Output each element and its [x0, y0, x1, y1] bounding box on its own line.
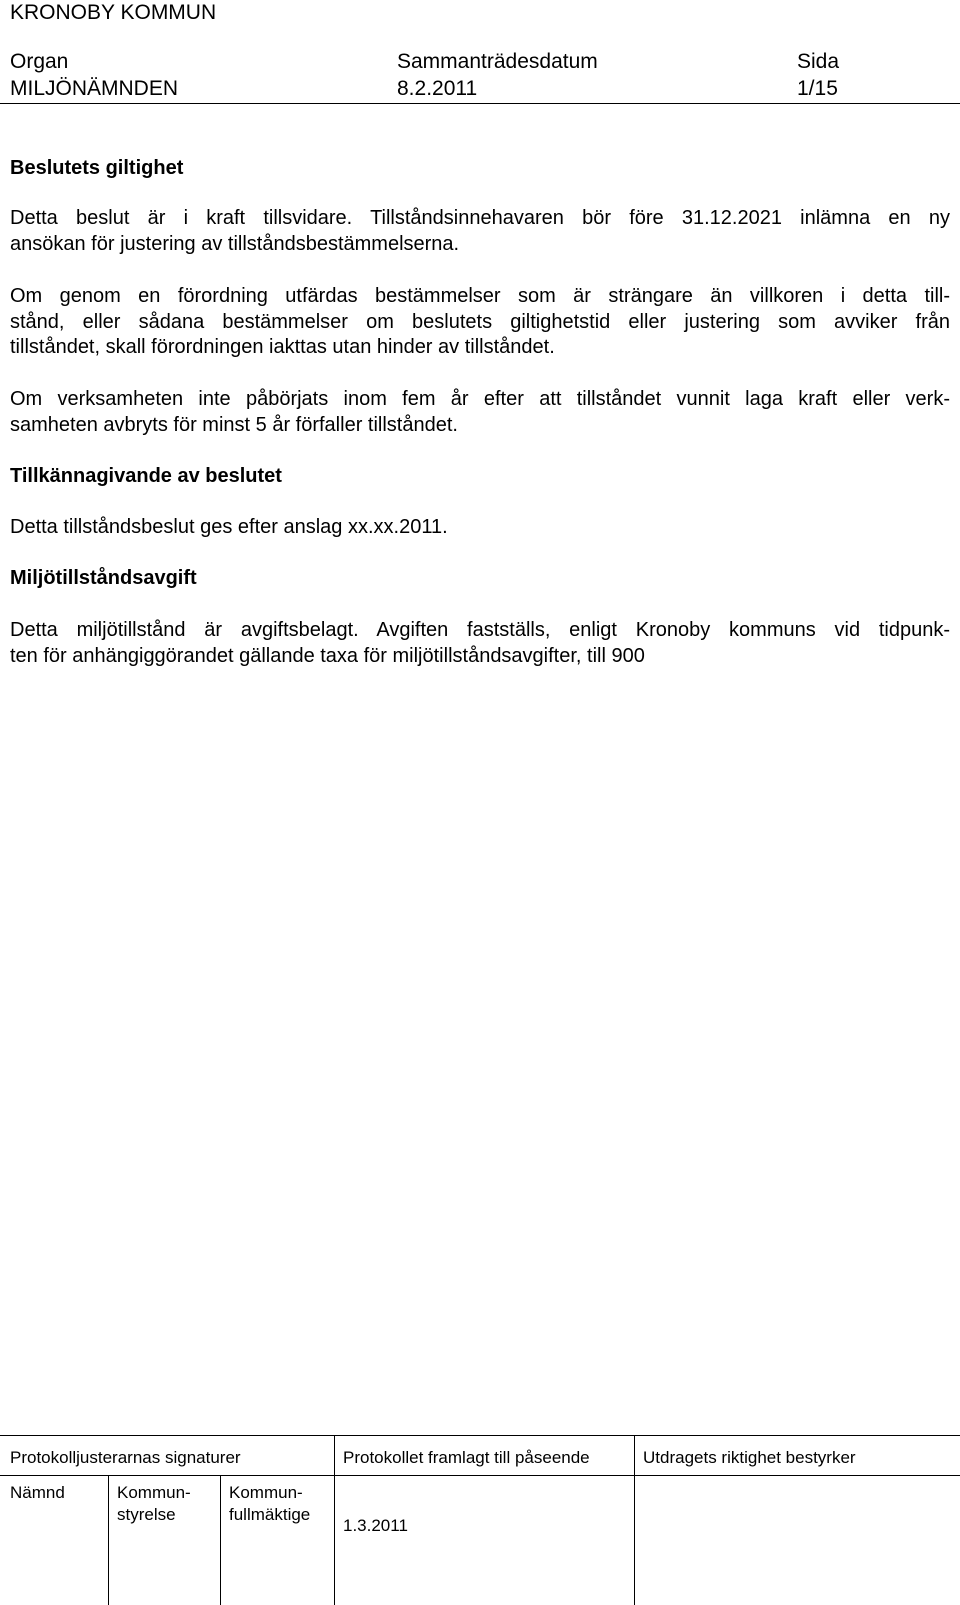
organ-label: Organ — [10, 50, 69, 73]
paragraph-regulation — [10, 284, 950, 361]
paragraph-line: ansökan för justering av tillståndsbestämmelserna. — [10, 232, 460, 255]
paragraph-line: ten för anhängiggörandet gällande taxa för miljötillståndsavgifter, till 900 — [10, 644, 645, 667]
footer-column-divider — [634, 1435, 635, 1605]
signatures-label: Protokolljusterarnas signaturer — [10, 1448, 241, 1467]
paragraph-line: Om verksamheten inte påbörjats inom fem år efter att tillståndet vunnit laga kraft eller verk- — [10, 388, 950, 410]
meeting-date-label: Sammanträdesdatum — [397, 50, 598, 73]
paragraph-operation — [10, 387, 950, 438]
paragraph-line: tillståndet, skall förordningen iakttas utan hinder av tillståndet. — [10, 336, 555, 358]
signature-column-styrelse-line1: Kommun- — [117, 1483, 191, 1502]
organ-value: MILJÖNÄMNDEN — [10, 77, 179, 100]
paragraph-announcement — [10, 515, 950, 541]
paragraph-line: stånd, eller sådana bestämmelser om beslutets giltighetstid eller justering som avviker från — [10, 310, 950, 333]
paragraph-line: samheten avbryts för minst 5 år förfaller tillståndet. — [10, 413, 458, 436]
paragraph-fee — [10, 618, 950, 669]
paragraph-line: Detta tillståndsbeslut ges efter anslag xx.xx.2011. — [10, 516, 448, 538]
section-heading-validity: Beslutets giltighet — [10, 157, 184, 179]
signature-column-styrelse-line2: styrelse — [117, 1505, 176, 1524]
page-label: Sida — [797, 50, 840, 73]
signature-column-namnd: Nämnd — [10, 1483, 65, 1502]
footer-divider-middle — [0, 1475, 960, 1476]
organization-name: KRONOBY KOMMUN — [10, 1, 217, 24]
presented-date: 1.3.2011 — [343, 1516, 408, 1535]
page-number: 1/15 — [797, 77, 838, 100]
section-heading-announcement: Tillkännagivande av beslutet — [10, 465, 282, 487]
footer-column-divider — [334, 1435, 335, 1605]
section-heading-fee: Miljötillståndsavgift — [10, 567, 197, 589]
certified-label: Utdragets riktighet bestyrker — [643, 1448, 856, 1467]
footer-column-divider — [220, 1475, 221, 1605]
header-divider — [0, 103, 960, 104]
footer-column-divider — [108, 1475, 109, 1605]
presented-label: Protokollet framlagt till påseende — [343, 1448, 590, 1467]
signature-column-fullmaktige-line1: Kommun- — [229, 1483, 303, 1502]
paragraph-line: Detta beslut är i kraft tillsvidare. Tillståndsinnehavaren bör före 31.12.2021 inlämna en ny — [10, 207, 950, 229]
paragraph-line: Detta miljötillstånd är avgiftsbelagt. Avgiften fastställs, enligt Kronoby kommuns vid tidpunk- — [10, 619, 950, 641]
paragraph-line: Om genom en förordning utfärdas bestämmelser som är strängare än villkoren i detta till- — [10, 285, 950, 307]
footer-divider-top — [0, 1435, 960, 1436]
signature-column-fullmaktige-line2: fullmäktige — [229, 1505, 311, 1524]
meeting-date-value: 8.2.2011 — [397, 77, 478, 100]
paragraph-validity — [10, 206, 950, 257]
